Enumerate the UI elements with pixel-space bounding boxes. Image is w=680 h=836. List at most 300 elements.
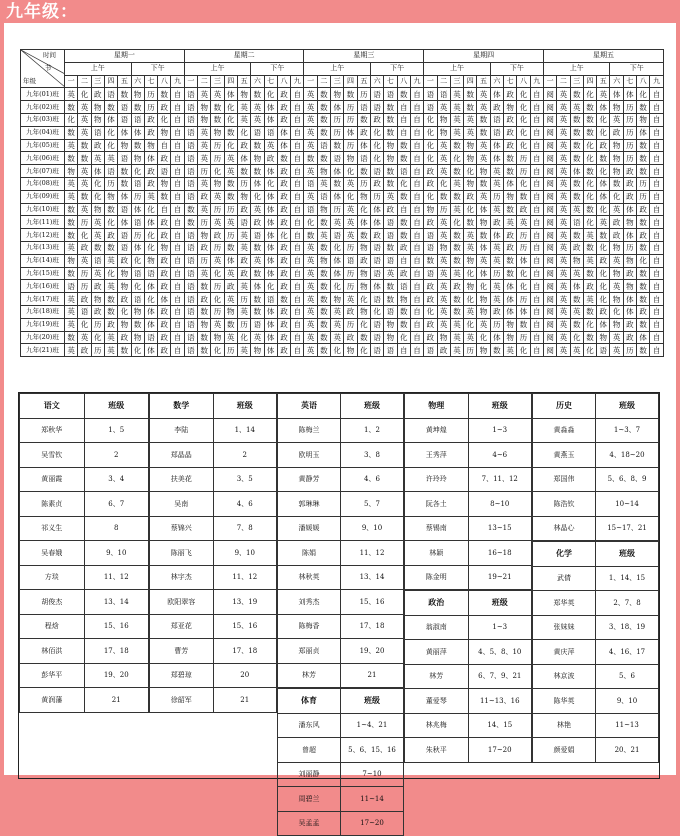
subject-cell: 数 <box>583 241 596 254</box>
subject-cell: 阅 <box>543 165 556 178</box>
subject-cell: 英 <box>331 216 344 229</box>
subject-cell: 数 <box>158 88 171 101</box>
subject-cell: 化 <box>78 88 91 101</box>
subject-cell: 政 <box>637 305 650 318</box>
subject-cell: 阅 <box>543 254 556 267</box>
subject-cell: 自 <box>410 203 423 216</box>
teacher-row <box>150 565 277 590</box>
teacher-name: 颜爱娟 <box>533 738 596 763</box>
subject-cell: 数 <box>464 101 477 114</box>
subject-cell: 化 <box>517 344 530 357</box>
subject-cell: 英 <box>557 229 570 242</box>
teacher-row <box>405 418 532 443</box>
subject-cell: 自 <box>410 293 423 306</box>
subject-cell: 化 <box>144 203 157 216</box>
subject-cell: 体 <box>118 216 131 229</box>
subject-cell: 自 <box>410 344 423 357</box>
teacher-classes: 13、14 <box>84 590 149 615</box>
subject-cell: 体 <box>623 229 636 242</box>
subject-cell: 政 <box>158 267 171 280</box>
period-header: 二 <box>317 75 330 88</box>
subject-cell: 数 <box>65 126 78 139</box>
subject-cell: 政 <box>237 254 250 267</box>
subject-cell: 英 <box>610 344 623 357</box>
subject-cell: 政 <box>237 267 250 280</box>
subject-cell: 数 <box>583 267 596 280</box>
subject-cell: 语 <box>264 126 277 139</box>
subject-cell: 历 <box>331 203 344 216</box>
subject-cell: 英 <box>464 113 477 126</box>
teacher-name: 郑晶晶 <box>150 443 214 468</box>
subject-cell: 历 <box>517 229 530 242</box>
subject-cell: 数 <box>65 331 78 344</box>
class-row <box>21 203 664 216</box>
subject-cell: 化 <box>597 203 610 216</box>
subject-cell: 政 <box>637 229 650 242</box>
subject-cell: 英 <box>78 203 91 216</box>
subject-cell: 自 <box>530 318 543 331</box>
subject-cell: 数 <box>384 241 397 254</box>
teacher-classes: 9、10 <box>341 516 404 541</box>
subject-cell: 化 <box>331 344 344 357</box>
yingyu-header-row <box>278 394 404 419</box>
subject-cell: 物 <box>437 331 450 344</box>
subject-cell: 化 <box>583 88 596 101</box>
teacher-classes: 11、12 <box>213 565 277 590</box>
subject-cell: 物 <box>610 165 623 178</box>
subject-cell: 体 <box>264 203 277 216</box>
subject-cell: 化 <box>224 101 237 114</box>
subject-cell: 阅 <box>543 267 556 280</box>
subject-cell: 体 <box>264 254 277 267</box>
subject-cell: 化 <box>397 177 410 190</box>
teacher-classes: 8~10 <box>468 492 532 517</box>
teacher-name: 陈梅香 <box>278 614 341 639</box>
subject-cell: 政 <box>277 203 290 216</box>
period-header: 一 <box>65 75 78 88</box>
subject-cell: 英 <box>437 293 450 306</box>
subject-cell: 英 <box>344 229 357 242</box>
subject-cell: 语 <box>264 293 277 306</box>
subject-cell: 政 <box>91 88 104 101</box>
afternoon-header: 下午 <box>131 62 184 75</box>
wuli-header-row <box>405 394 532 419</box>
subject-cell: 自 <box>650 254 664 267</box>
subject-cell: 历 <box>623 126 636 139</box>
subject-cell: 英 <box>450 88 463 101</box>
morning-header: 上午 <box>184 62 250 75</box>
subject-cell: 政 <box>344 331 357 344</box>
subject-cell: 数 <box>104 305 117 318</box>
subject-cell: 化 <box>357 293 370 306</box>
subject-cell: 历 <box>211 305 224 318</box>
subject-cell: 自 <box>171 280 184 293</box>
subject-cell: 自 <box>530 293 543 306</box>
subject-cell: 数 <box>464 88 477 101</box>
subject-cell: 体 <box>370 203 383 216</box>
subject-cell: 政 <box>158 305 171 318</box>
subject-cell: 数 <box>397 216 410 229</box>
subject-cell: 英 <box>557 101 570 114</box>
subject-cell: 物 <box>357 190 370 203</box>
subject-cell: 语 <box>384 344 397 357</box>
day-header: 星期五 <box>543 50 663 63</box>
subject-cell: 英 <box>237 101 250 114</box>
subject-cell: 化 <box>424 113 437 126</box>
subject-cell: 阅 <box>543 229 556 242</box>
subject-cell: 英 <box>437 216 450 229</box>
subject-cell: 数 <box>637 241 650 254</box>
subject-cell: 化 <box>424 152 437 165</box>
afternoon-header: 下午 <box>610 62 664 75</box>
subject-cell: 体 <box>224 88 237 101</box>
subject-cell: 英 <box>437 280 450 293</box>
subject-cell: 化 <box>78 318 91 331</box>
subject-cell: 自 <box>410 241 423 254</box>
subject-cell: 语 <box>397 165 410 178</box>
subject-cell: 物 <box>158 241 171 254</box>
teacher-row <box>405 516 532 541</box>
teacher-classes: 3、8 <box>341 443 404 468</box>
teacher-name: 郭琳琳 <box>278 492 341 517</box>
subject-cell: 语 <box>370 88 383 101</box>
subject-cell: 自 <box>171 267 184 280</box>
class-label: 九年(21)班 <box>21 344 65 357</box>
teacher-name: 黄燕玉 <box>533 443 596 468</box>
subject-cell: 英 <box>304 305 317 318</box>
teacher-name: 曾超 <box>278 738 341 763</box>
subject-cell: 英 <box>304 293 317 306</box>
teacher-name: 陈华英 <box>533 689 596 714</box>
class-label: 九年(13)班 <box>21 241 65 254</box>
subject-cell: 化 <box>131 344 144 357</box>
class-label: 九年(16)班 <box>21 280 65 293</box>
subject-cell: 化 <box>144 293 157 306</box>
teacher-classes: 4、18~20 <box>596 443 659 468</box>
subject-cell: 自 <box>410 216 423 229</box>
subject-cell: 英 <box>477 318 490 331</box>
subject-cell: 物 <box>477 344 490 357</box>
subject-cell: 自 <box>530 101 543 114</box>
subject-cell: 化 <box>251 190 264 203</box>
subject-cell: 数 <box>450 139 463 152</box>
teacher-classes: 9、10 <box>84 541 149 566</box>
period-header: 五 <box>118 75 131 88</box>
teacher-classes: 20、21 <box>596 738 659 763</box>
subject-cell: 自 <box>171 113 184 126</box>
subject-cell: 数 <box>251 241 264 254</box>
subject-cell: 英 <box>304 280 317 293</box>
subject-cell: 体 <box>370 280 383 293</box>
period-header: 九 <box>171 75 184 88</box>
subject-cell: 化 <box>424 305 437 318</box>
class-column-title: 班级 <box>341 689 404 714</box>
subject-cell: 英 <box>211 88 224 101</box>
subject-cell: 英 <box>344 293 357 306</box>
subject-cell: 政 <box>437 344 450 357</box>
subject-cell: 化 <box>237 331 250 344</box>
subject-cell: 自 <box>650 152 664 165</box>
subject-cell: 物 <box>464 152 477 165</box>
subject-cell: 英 <box>104 152 117 165</box>
subject-cell: 化 <box>597 113 610 126</box>
teacher-classes: 16~18 <box>468 541 532 566</box>
subject-cell: 政 <box>264 152 277 165</box>
teacher-name: 董爱琴 <box>405 689 469 714</box>
subject-cell: 体 <box>264 318 277 331</box>
subject-cell: 英 <box>437 229 450 242</box>
period-header: 二 <box>198 75 211 88</box>
subject-cell: 数 <box>131 101 144 114</box>
subject-cell: 数 <box>583 203 596 216</box>
period-header: 六 <box>370 75 383 88</box>
subject-cell: 历 <box>198 216 211 229</box>
subject-cell: 政 <box>424 331 437 344</box>
subject-cell: 英 <box>464 126 477 139</box>
class-row <box>21 331 664 344</box>
subject-cell: 英 <box>237 305 250 318</box>
subject-title: 体育 <box>278 689 341 714</box>
subject-cell: 体 <box>264 267 277 280</box>
subject-cell: 数 <box>251 267 264 280</box>
subject-cell: 数 <box>78 152 91 165</box>
shuxue-header-row <box>150 394 277 419</box>
subject-cell: 体 <box>144 152 157 165</box>
subject-cell: 英 <box>65 139 78 152</box>
subject-cell: 化 <box>517 280 530 293</box>
subject-cell: 自 <box>291 241 304 254</box>
subject-cell: 英 <box>437 139 450 152</box>
subject-cell: 体 <box>224 254 237 267</box>
class-label: 九年(15)班 <box>21 267 65 280</box>
subject-cell: 物 <box>237 88 250 101</box>
subject-cell: 历 <box>198 165 211 178</box>
subject-cell: 英 <box>557 254 570 267</box>
subject-cell: 物 <box>331 88 344 101</box>
teacher-classes: 19~21 <box>468 565 532 590</box>
subject-cell: 政 <box>91 280 104 293</box>
subject-cell: 化 <box>464 267 477 280</box>
subject-cell: 自 <box>650 139 664 152</box>
teacher-row <box>20 418 149 443</box>
subject-cell: 物 <box>211 177 224 190</box>
subject-cell: 政 <box>357 254 370 267</box>
teacher-name: 陈素贞 <box>20 492 85 517</box>
subject-cell: 自 <box>650 101 664 114</box>
subject-cell: 化 <box>357 344 370 357</box>
subject-cell: 自 <box>171 318 184 331</box>
subject-cell: 自 <box>530 190 543 203</box>
teacher-classes: 4、6 <box>213 492 277 517</box>
teacher-classes: 21 <box>213 688 277 713</box>
subject-cell: 英 <box>464 229 477 242</box>
subject-cell: 英 <box>198 152 211 165</box>
teacher-classes: 3、5 <box>213 467 277 492</box>
subject-cell: 英 <box>65 177 78 190</box>
subject-cell: 语 <box>184 305 197 318</box>
subject-cell: 化 <box>517 88 530 101</box>
teacher-row <box>20 467 149 492</box>
teacher-name: 周碧兰 <box>278 787 341 812</box>
subject-cell: 数 <box>211 101 224 114</box>
day-header: 星期四 <box>424 50 544 63</box>
subject-cell: 政 <box>504 126 517 139</box>
period-header: 六 <box>490 75 503 88</box>
teacher-row <box>278 590 404 615</box>
subject-cell: 物 <box>464 177 477 190</box>
teacher-classes: 13~15 <box>468 516 532 541</box>
subject-cell: 政 <box>158 318 171 331</box>
subject-cell: 物 <box>477 305 490 318</box>
subject-cell: 政 <box>504 113 517 126</box>
subject-cell: 语 <box>384 88 397 101</box>
subject-cell: 物 <box>198 318 211 331</box>
subject-cell: 政 <box>277 267 290 280</box>
subject-cell: 政 <box>277 331 290 344</box>
subject-cell: 物 <box>504 190 517 203</box>
subject-cell: 语 <box>144 267 157 280</box>
subject-cell: 体 <box>370 216 383 229</box>
subject-cell: 英 <box>557 203 570 216</box>
subject-cell: 体 <box>158 293 171 306</box>
teacher-row <box>150 590 277 615</box>
subject-cell: 政 <box>277 101 290 114</box>
subject-cell: 自 <box>291 165 304 178</box>
subject-cell: 数 <box>104 293 117 306</box>
subject-cell: 自 <box>410 139 423 152</box>
subject-cell: 体 <box>477 267 490 280</box>
teacher-name: 武倩 <box>533 566 596 591</box>
subject-cell: 数 <box>583 126 596 139</box>
subject-cell: 历 <box>517 165 530 178</box>
teacher-classes: 1、5 <box>84 418 149 443</box>
teacher-row <box>150 492 277 517</box>
subject-cell: 历 <box>437 203 450 216</box>
subject-title: 政治 <box>405 591 469 616</box>
subject-cell: 体 <box>637 126 650 139</box>
subject-cell: 历 <box>517 152 530 165</box>
teacher-row <box>278 541 404 566</box>
subject-cell: 自 <box>410 165 423 178</box>
subject-cell: 体 <box>623 88 636 101</box>
subject-cell: 英 <box>304 267 317 280</box>
teacher-name: 黄丽萍 <box>405 640 469 665</box>
subject-cell: 物 <box>158 177 171 190</box>
subject-cell: 语 <box>184 101 197 114</box>
subject-cell: 数 <box>570 139 583 152</box>
subject-cell: 数 <box>384 293 397 306</box>
subject-cell: 自 <box>410 331 423 344</box>
subject-cell: 体 <box>490 229 503 242</box>
subject-cell: 物 <box>610 293 623 306</box>
subject-cell: 物 <box>317 165 330 178</box>
teacher-classes: 17~20 <box>468 738 532 763</box>
subject-cell: 物 <box>65 254 78 267</box>
class-label: 九年(08)班 <box>21 177 65 190</box>
subject-cell: 英 <box>224 267 237 280</box>
subject-cell: 数 <box>317 280 330 293</box>
subject-cell: 数 <box>570 177 583 190</box>
subject-cell: 政 <box>277 344 290 357</box>
teacher-classes: 9、10 <box>596 689 659 714</box>
subject-cell: 物 <box>118 280 131 293</box>
subject-cell: 自 <box>291 139 304 152</box>
subject-cell: 历 <box>211 139 224 152</box>
teacher-name: 潘媛媛 <box>278 516 341 541</box>
subject-cell: 数 <box>65 216 78 229</box>
subject-cell: 物 <box>357 280 370 293</box>
subject-cell: 数 <box>384 113 397 126</box>
class-column-title: 班级 <box>596 394 659 419</box>
subject-cell: 化 <box>464 203 477 216</box>
teacher-name: 方琰 <box>20 565 85 590</box>
subject-cell: 数 <box>317 152 330 165</box>
subject-cell: 政 <box>490 101 503 114</box>
subject-cell: 化 <box>637 88 650 101</box>
subject-cell: 政 <box>397 241 410 254</box>
subject-cell: 体 <box>131 241 144 254</box>
teacher-name: 潘东风 <box>278 713 341 738</box>
subject-cell: 英 <box>317 229 330 242</box>
teacher-row <box>533 566 659 591</box>
subject-cell: 数 <box>317 331 330 344</box>
subject-cell: 历 <box>637 190 650 203</box>
subject-cell: 英 <box>91 229 104 242</box>
subject-cell: 数 <box>450 190 463 203</box>
teacher-classes: 2、7、8 <box>596 591 659 616</box>
teacher-classes: 1~3 <box>468 615 532 640</box>
subject-cell: 英 <box>490 165 503 178</box>
subject-cell: 自 <box>291 88 304 101</box>
subject-cell: 自 <box>410 229 423 242</box>
class-label: 九年(07)班 <box>21 165 65 178</box>
subject-cell: 英 <box>610 113 623 126</box>
subject-cell: 自 <box>650 190 664 203</box>
subject-cell: 语 <box>384 254 397 267</box>
subject-cell: 自 <box>171 229 184 242</box>
subject-cell: 政 <box>277 177 290 190</box>
yingyu-teacher-table <box>277 393 404 688</box>
subject-cell: 体 <box>144 216 157 229</box>
teacher-classes: 17~20 <box>341 811 404 836</box>
subject-cell: 英 <box>331 318 344 331</box>
class-label: 九年(09)班 <box>21 190 65 203</box>
teacher-name: 蔡锦兴 <box>150 516 214 541</box>
subject-cell: 物 <box>504 318 517 331</box>
teacher-name: 吴南 <box>150 492 214 517</box>
subject-cell: 历 <box>623 101 636 114</box>
subject-cell: 自 <box>171 305 184 318</box>
subject-cell: 政 <box>344 305 357 318</box>
subject-cell: 政 <box>623 318 636 331</box>
subject-cell: 化 <box>464 318 477 331</box>
subject-cell: 体 <box>570 280 583 293</box>
class-row <box>21 165 664 178</box>
subject-cell: 英 <box>104 344 117 357</box>
teacher-classes: 6、7、9、21 <box>468 664 532 689</box>
teacher-classes: 1、14、15 <box>596 566 659 591</box>
subject-cell: 自 <box>530 229 543 242</box>
class-label: 九年(04)班 <box>21 126 65 139</box>
subject-cell: 政 <box>158 101 171 114</box>
class-row <box>21 152 664 165</box>
subject-cell: 政 <box>370 113 383 126</box>
subject-cell: 政 <box>91 139 104 152</box>
subject-cell: 政 <box>490 305 503 318</box>
subject-cell: 物 <box>91 293 104 306</box>
subject-cell: 化 <box>424 139 437 152</box>
subject-cell: 体 <box>118 126 131 139</box>
